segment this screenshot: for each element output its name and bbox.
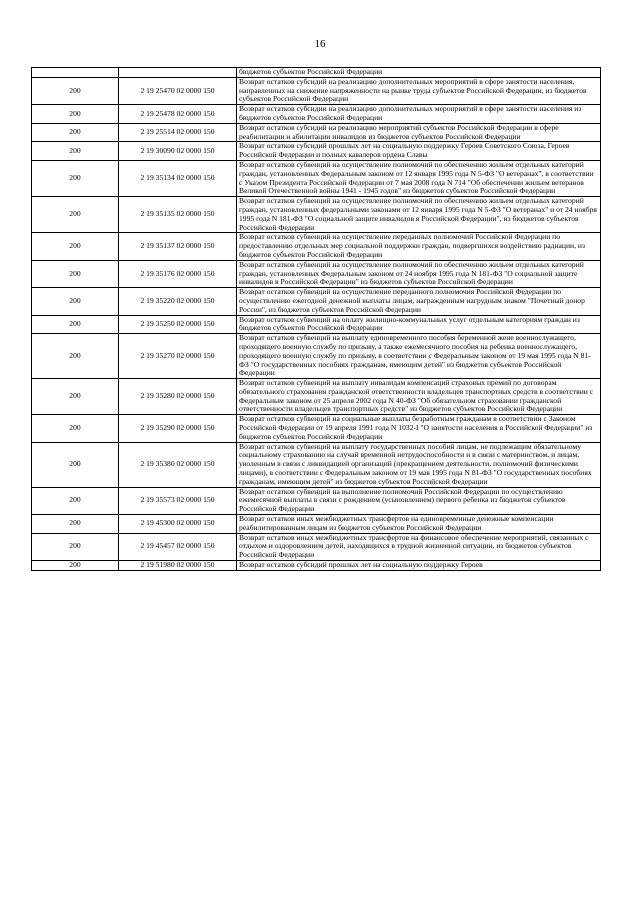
admin-code-cell: 200 — [32, 197, 119, 233]
description-cell: Возврат остатков субвенций на оплату жилищно-коммунальных услуг отдельным категориям граждан из бюджетов субъектов Российской Федерации — [237, 315, 601, 334]
table-row — [32, 160, 601, 196]
admin-code-cell: 200 — [32, 487, 119, 514]
description-cell: Возврат остатков субсидии на реализацию дополнительных мероприятий в сфере занятости населения из бюджетов субъектов Российской Федерации — [237, 105, 601, 124]
admin-code-cell: 200 — [32, 515, 119, 534]
admin-code-cell: 200 — [32, 260, 119, 287]
budget-code-cell: 2 19 51980 02 0000 150 — [119, 561, 237, 571]
admin-code-cell: 200 — [32, 334, 119, 379]
budget-code-cell: 2 19 35250 02 0000 150 — [119, 315, 237, 334]
table-body — [32, 68, 601, 571]
table-row — [32, 105, 601, 124]
admin-code-cell: 200 — [32, 288, 119, 315]
description-cell: Возврат остатков субвенций на выполнение полномочий Российской Федерации по осуществлению ежемесячной выплаты в связи с рождением (усыновлением) первого ребенка из бюджетов субъектов Российской Федерации — [237, 487, 601, 514]
admin-code-cell: 200 — [32, 379, 119, 415]
description-cell: Возврат остатков иных межбюджетных трансфертов на финансовое обеспечение мероприятий, связанных с отдыхом и оздоровлением детей, находящихся в трудной жизненной ситуации, из бюджетов субъектов Российской Федерации — [237, 533, 601, 560]
budget-code-cell: 2 19 35220 02 0000 150 — [119, 288, 237, 315]
admin-code-cell: 200 — [32, 105, 119, 124]
table-row — [32, 533, 601, 560]
description-cell: Возврат остатков субвенций на осуществление полномочий по обеспечению жильем отдельных категорий граждан, установленных федеральными законами от 12 января 1995 года N 5-ФЗ "О ветеранах" и от 24 ноября 1995 года N 181-ФЗ "О социальной защите инвалидов в Российской Федерации", из бюджетов субъектов Российской Федерации — [237, 197, 601, 233]
description-cell: Возврат остатков субвенций на выплату единовременного пособия беременной жене военнослужащего, проходящего военную службу по призыву, а также ежемесячного пособия на ребенка военнослужащего, проходящего военную службу по призыву, в соответствии с Федеральным законом от 19 мая 1995 года N 81-ФЗ "О государственных пособиях гражданам, имеющим детей" из бюджетов субъектов Российской Федерации — [237, 334, 601, 379]
description-cell: Возврат остатков субсидий прошлых лет на социальную поддержку Героев Советского Союза, Героев Российской Федерации и полных кавалеров ордена Славы — [237, 142, 601, 161]
admin-code-cell: 200 — [32, 561, 119, 571]
table-row — [32, 142, 601, 161]
table-row — [32, 442, 601, 487]
description-cell: Возврат остатков субсидий прошлых лет на социальную поддержку Героев — [237, 561, 601, 571]
table-row — [32, 315, 601, 334]
admin-code-cell: 200 — [32, 142, 119, 161]
budget-code-cell: 2 19 35137 02 0000 150 — [119, 233, 237, 260]
table-row — [32, 197, 601, 233]
admin-code-cell: 200 — [32, 315, 119, 334]
admin-code-cell: 200 — [32, 442, 119, 487]
budget-code-cell: 2 19 35135 02 0000 150 — [119, 197, 237, 233]
admin-code-cell: 200 — [32, 160, 119, 196]
budget-code-cell: 2 19 35134 02 0000 150 — [119, 160, 237, 196]
table-row — [32, 233, 601, 260]
table-row — [32, 77, 601, 104]
budget-code-cell: 2 19 25514 02 0000 150 — [119, 123, 237, 142]
table-row — [32, 334, 601, 379]
budget-code-cell — [119, 68, 237, 78]
budget-code-cell: 2 19 35380 02 0000 150 — [119, 442, 237, 487]
table-row — [32, 288, 601, 315]
description-cell: Возврат остатков субвенций на выплату государственных пособий лицам, не подлежащим обязательному социальному страхованию на случай временной нетрудоспособности и в связи с материнством, и лицам, уволенным в связи с ликвидацией организаций (прекращением деятельности, полномочий физическими лицами), в соответствии с Федеральным законом от 19 мая 1995 года N 81-ФЗ "О государственных пособиях гражданам, имеющим детей" из бюджетов субъектов Российской Федерации — [237, 442, 601, 487]
admin-code-cell: 200 — [32, 77, 119, 104]
admin-code-cell: 200 — [32, 415, 119, 442]
budget-code-cell: 2 19 45457 02 0000 150 — [119, 533, 237, 560]
description-cell: Возврат остатков субвенций на осуществление переданного полномочия Российской Федерации по осуществлению ежегодной денежной выплаты лицам, награжденным нагрудным знаком "Почетный донор России", из бюджетов субъектов Российской Федерации — [237, 288, 601, 315]
table-row — [32, 561, 601, 571]
budget-code-cell: 2 19 25478 02 0000 150 — [119, 105, 237, 124]
budget-code-cell: 2 19 35290 02 0000 150 — [119, 415, 237, 442]
description-cell: Возврат остатков субвенций на осуществление переданных полномочий Российской Федерации по предоставлению отдельных мер социальной поддержки граждан, подвергшихся воздействию радиации, из бюджетов субъектов Российской Федерации — [237, 233, 601, 260]
description-cell: Возврат остатков субвенций на осуществление полномочий по обеспечению жильем отдельных категорий граждан, установленных Федеральным законом от 24 ноября 1995 года N 181-ФЗ "О социальной защите инвалидов в Российской Федерации" из бюджетов субъектов Российской Федерации — [237, 260, 601, 287]
page-number: 16 — [314, 38, 326, 50]
admin-code-cell: 200 — [32, 233, 119, 260]
description-cell: Возврат остатков субвенций на выплату инвалидам компенсаций страховых премий по договорам обязательного страхования гражданской ответственности владельцев транспортных средств в соответствии с Федеральным законом от 25 апреля 2002 года N 40-ФЗ "Об обязательном страховании гражданской ответственности владельцев транспортных средств" из бюджетов субъектов Российской Федерации — [237, 379, 601, 415]
description-cell: Возврат остатков субвенций на осуществление полномочий по обеспечению жильем отдельных категорий граждан, установленных Федеральным законом от 12 января 1995 года N 5-ФЗ "О ветеранах", в соответствии с Указом Президента Российской Федерации от 7 мая 2008 года N 714 "Об обеспечении жильем ветеранов Великой Отечественной войны 1941 - 1945 годов" из бюджетов субъектов Российской Федерации — [237, 160, 601, 196]
budget-code-cell: 2 19 35573 02 0000 150 — [119, 487, 237, 514]
description-cell: Возврат остатков иных межбюджетных трансфертов на единовременные денежные компенсации реабилитированным лицам из бюджетов субъектов Российской Федерации — [237, 515, 601, 534]
budget-code-cell: 2 19 45300 02 0000 150 — [119, 515, 237, 534]
description-cell: Возврат остатков субсидий на реализацию дополнительных мероприятий в сфере занятости населения, направленных на снижение напряженности на рынке труда субъектов Российской Федерации, из бюджетов субъектов Российской Федерации — [237, 77, 601, 104]
admin-code-cell: 200 — [32, 123, 119, 142]
description-cell: бюджетов субъектов Российской Федерации — [237, 68, 601, 78]
table-row — [32, 515, 601, 534]
budget-code-cell: 2 19 35176 02 0000 150 — [119, 260, 237, 287]
table-row — [32, 123, 601, 142]
budget-code-cell: 2 19 35280 02 0000 150 — [119, 379, 237, 415]
table-row — [32, 487, 601, 514]
budget-code-cell: 2 19 25470 02 0000 150 — [119, 77, 237, 104]
table-row — [32, 260, 601, 287]
table-row — [32, 415, 601, 442]
budget-codes-table — [31, 67, 601, 571]
admin-code-cell: 200 — [32, 533, 119, 560]
table-row — [32, 379, 601, 415]
admin-code-cell — [32, 68, 119, 78]
budget-code-cell: 2 19 30090 02 0000 150 — [119, 142, 237, 161]
budget-code-cell: 2 19 35270 02 0000 150 — [119, 334, 237, 379]
table-row — [32, 68, 601, 78]
description-cell: Возврат остатков субсидий на реализацию мероприятий субъектов Российской Федерации в сфере реабилитации и абилитации инвалидов из бюджетов субъектов Российской Федерации — [237, 123, 601, 142]
description-cell: Возврат остатков субвенций на социальные выплаты безработным гражданам в соответствии с Законом Российской Федерации от 19 апреля 1991 года N 1032-I "О занятости населения в Российской Федерации" из бюджетов субъектов Российской Федерации — [237, 415, 601, 442]
